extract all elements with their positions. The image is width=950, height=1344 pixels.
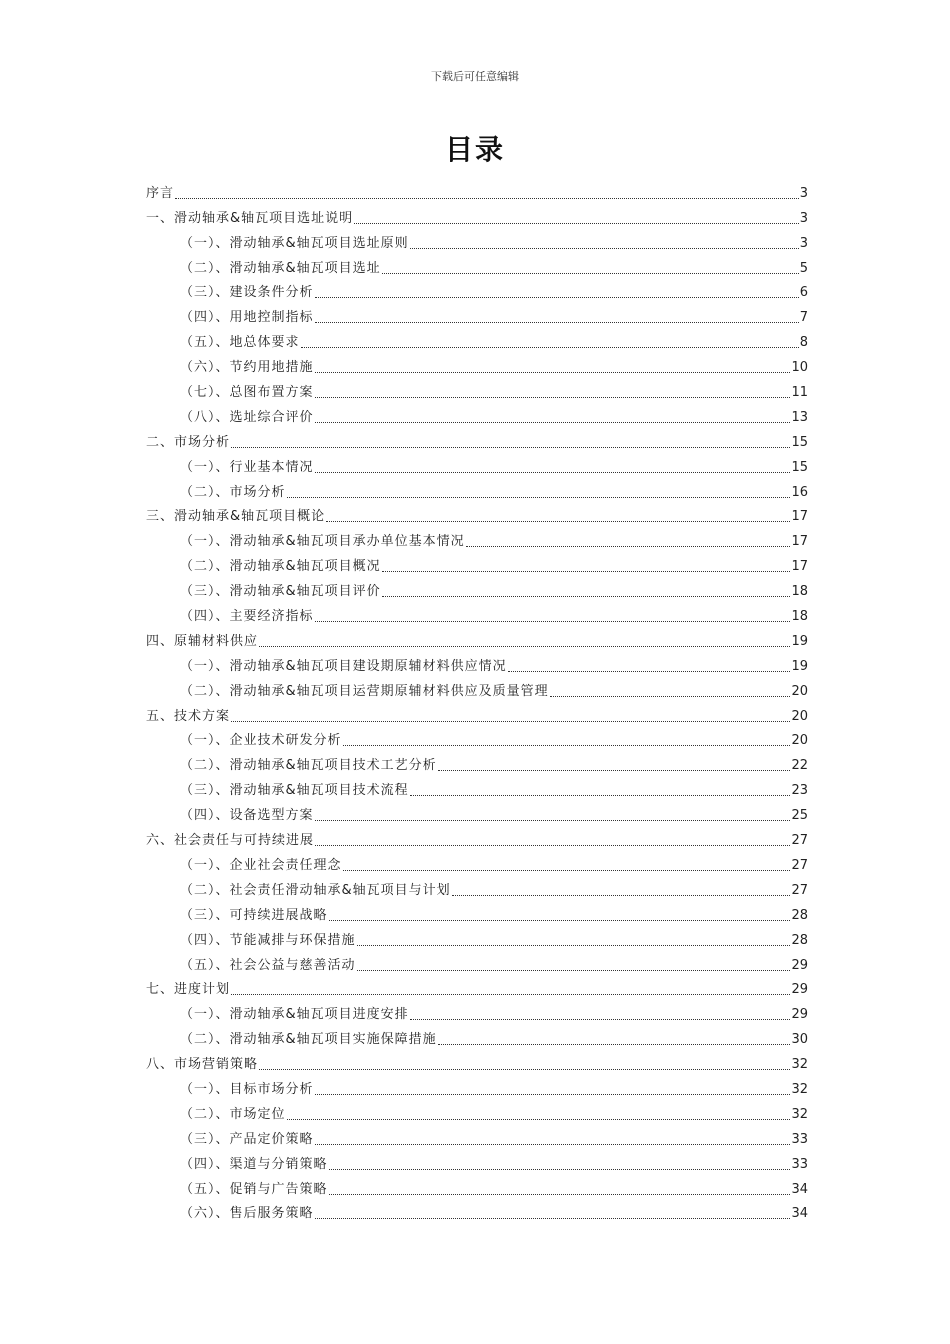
toc-dot-leader — [466, 545, 791, 547]
toc-entry-title: （五）、促销与广告策略 — [180, 1181, 328, 1197]
toc-entry[interactable] — [180, 451, 808, 476]
toc-entry-title: （四）、主要经济指标 — [180, 609, 314, 625]
toc-dot-leader — [231, 446, 790, 448]
toc-dot-leader — [410, 247, 799, 249]
toc-entry-title: 六、社会责任与可持续进展 — [146, 833, 315, 849]
toc-entry-title: （二）、市场分析 — [180, 484, 286, 500]
toc-entry[interactable] — [180, 1123, 808, 1148]
toc-entry-page-number: 15 — [791, 434, 808, 450]
toc-dot-leader — [231, 993, 790, 995]
toc-entry-page-number: 18 — [791, 584, 808, 600]
toc-entry-title: 二、市场分析 — [146, 434, 231, 450]
toc-entry[interactable] — [180, 525, 808, 550]
toc-entry-title: （二）、滑动轴承&轴瓦项目运营期原辅材料供应及质量管理 — [180, 683, 549, 699]
toc-entry-title: （二）、滑动轴承&轴瓦项目概况 — [180, 559, 381, 575]
toc-entry-title: （三）、建设条件分析 — [180, 285, 314, 301]
toc-dot-leader — [438, 1043, 791, 1045]
toc-dot-leader — [287, 496, 791, 498]
toc-entry-page-number: 20 — [791, 708, 808, 724]
toc-entry[interactable] — [180, 998, 808, 1023]
toc-entry-page-number: 17 — [791, 534, 808, 550]
toc-entry-page-number: 32 — [791, 1106, 808, 1122]
toc-entry[interactable] — [180, 376, 808, 401]
toc-entry-page-number: 33 — [791, 1156, 808, 1172]
toc-entry-title: （六）、节约用地措施 — [180, 360, 314, 376]
toc-dot-leader — [438, 769, 791, 771]
toc-entry[interactable] — [180, 899, 808, 924]
toc-entry-title: （二）、滑动轴承&轴瓦项目选址 — [180, 260, 381, 276]
toc-entry-page-number: 8 — [799, 335, 808, 351]
toc-entry-title: （三）、滑动轴承&轴瓦项目技术流程 — [180, 783, 409, 799]
toc-entry-page-number: 13 — [791, 409, 808, 425]
toc-entry[interactable] — [146, 177, 808, 202]
toc-entry-title: （一）、企业技术研发分析 — [180, 733, 342, 749]
toc-entry[interactable] — [180, 252, 808, 277]
toc-entry-page-number: 19 — [791, 633, 808, 649]
toc-entry[interactable] — [180, 799, 808, 824]
toc-entry-title: （一）、目标市场分析 — [180, 1081, 314, 1097]
toc-entry-title: 八、市场营销策略 — [146, 1057, 259, 1073]
toc-entry-title: （三）、滑动轴承&轴瓦项目评价 — [180, 584, 381, 600]
toc-dot-leader — [315, 371, 791, 373]
toc-dot-leader — [354, 222, 799, 224]
toc-entry[interactable] — [180, 874, 808, 899]
toc-entry[interactable] — [180, 1098, 808, 1123]
toc-dot-leader — [382, 595, 791, 597]
toc-dot-leader — [343, 744, 791, 746]
toc-entry-page-number: 27 — [791, 833, 808, 849]
toc-dot-leader — [315, 844, 790, 846]
toc-entry[interactable] — [180, 600, 808, 625]
toc-entry-title: （四）、节能减排与环保措施 — [180, 932, 356, 948]
toc-entry-page-number: 5 — [799, 260, 808, 276]
toc-entry[interactable] — [180, 575, 808, 600]
toc-dot-leader — [357, 944, 791, 946]
toc-dot-leader — [315, 471, 791, 473]
toc-entry-title: 序言 — [146, 185, 175, 201]
toc-entry[interactable] — [180, 1173, 808, 1198]
toc-dot-leader — [315, 620, 791, 622]
toc-entry-page-number: 27 — [791, 857, 808, 873]
toc-entry-page-number: 29 — [791, 957, 808, 973]
toc-entry-title: 一、滑动轴承&轴瓦项目选址说明 — [146, 210, 354, 226]
toc-entry-title: （二）、滑动轴承&轴瓦项目实施保障措施 — [180, 1032, 437, 1048]
toc-dot-leader — [315, 321, 799, 323]
toc-entry-title: （一）、滑动轴承&轴瓦项目建设期原辅材料供应情况 — [180, 658, 507, 674]
page-title: 目录 — [444, 133, 505, 166]
toc-entry-title: 三、滑动轴承&轴瓦项目概论 — [146, 509, 326, 525]
toc-entry-page-number: 18 — [791, 609, 808, 625]
toc-entry[interactable] — [180, 301, 808, 326]
toc-entry-page-number: 10 — [791, 360, 808, 376]
toc-dot-leader — [326, 520, 790, 522]
toc-entry-page-number: 20 — [791, 683, 808, 699]
toc-entry[interactable] — [146, 426, 808, 451]
toc-entry-page-number: 34 — [791, 1206, 808, 1222]
toc-entry-title: （四）、设备选型方案 — [180, 808, 314, 824]
toc-entry-title: （一）、滑动轴承&轴瓦项目承办单位基本情况 — [180, 534, 465, 550]
toc-dot-leader — [357, 969, 791, 971]
toc-dot-leader — [315, 1143, 791, 1145]
toc-dot-leader — [231, 720, 790, 722]
toc-entry[interactable] — [146, 974, 808, 999]
toc-dot-leader — [452, 894, 791, 896]
toc-entry-title: 四、原辅材料供应 — [146, 633, 259, 649]
toc-entry[interactable] — [180, 1023, 808, 1048]
toc-entry-page-number: 32 — [791, 1057, 808, 1073]
toc-entry-page-number: 6 — [799, 285, 808, 301]
toc-dot-leader — [315, 296, 799, 298]
toc-dot-leader — [550, 695, 791, 697]
toc-dot-leader — [315, 819, 791, 821]
toc-entry-page-number: 29 — [791, 1007, 808, 1023]
toc-entry-title: （二）、市场定位 — [180, 1106, 286, 1122]
toc-entry-page-number: 29 — [791, 982, 808, 998]
toc-entry[interactable] — [180, 1073, 808, 1098]
toc-dot-leader — [343, 869, 791, 871]
toc-entry-page-number: 22 — [791, 758, 808, 774]
toc-entry-title: （一）、企业社会责任理念 — [180, 857, 342, 873]
toc-entry[interactable] — [180, 326, 808, 351]
toc-entry[interactable] — [146, 501, 808, 526]
toc-entry[interactable] — [180, 550, 808, 575]
toc-entry[interactable] — [180, 774, 808, 799]
toc-entry-page-number: 19 — [791, 658, 808, 674]
toc-entry-page-number: 25 — [791, 808, 808, 824]
toc-dot-leader — [382, 272, 799, 274]
toc-entry-page-number: 32 — [791, 1081, 808, 1097]
toc-entry[interactable] — [146, 824, 808, 849]
toc-dot-leader — [315, 1093, 791, 1095]
toc-entry[interactable] — [180, 725, 808, 750]
toc-dot-leader — [315, 421, 791, 423]
toc-dot-leader — [410, 794, 791, 796]
toc-dot-leader — [382, 570, 791, 572]
toc-entry-title: （七）、总图布置方案 — [180, 385, 314, 401]
toc-entry[interactable] — [180, 949, 808, 974]
toc-entry-page-number: 3 — [799, 210, 808, 226]
toc-entry-title: （三）、可持续进展战略 — [180, 907, 328, 923]
toc-dot-leader — [259, 645, 790, 647]
toc-entry-title: （一）、滑动轴承&轴瓦项目进度安排 — [180, 1007, 409, 1023]
toc-entry-page-number: 17 — [791, 559, 808, 575]
toc-entry-title: （五）、社会公益与慈善活动 — [180, 957, 356, 973]
toc-entry[interactable] — [180, 401, 808, 426]
toc-entry-page-number: 28 — [791, 932, 808, 948]
toc-entry[interactable] — [180, 924, 808, 949]
toc-entry-title: （一）、行业基本情况 — [180, 459, 314, 475]
toc-entry-title: （二）、社会责任滑动轴承&轴瓦项目与计划 — [180, 882, 451, 898]
toc-dot-leader — [175, 197, 799, 199]
toc-dot-leader — [329, 1193, 791, 1195]
toc-dot-leader — [259, 1068, 790, 1070]
toc-entry-title: （五）、地总体要求 — [180, 335, 300, 351]
toc-entry-page-number: 11 — [791, 385, 808, 401]
toc-entry-title: （四）、渠道与分销策略 — [180, 1156, 328, 1172]
toc-entry-title: （八）、选址综合评价 — [180, 409, 314, 425]
toc-entry-page-number: 28 — [791, 907, 808, 923]
toc-entry-title: （六）、售后服务策略 — [180, 1206, 314, 1222]
toc-entry-page-number: 34 — [791, 1181, 808, 1197]
toc-entry[interactable] — [180, 1148, 808, 1173]
toc-entry-page-number: 20 — [791, 733, 808, 749]
toc-dot-leader — [301, 346, 799, 348]
toc-entry[interactable] — [180, 476, 808, 501]
toc-entry-title: （一）、滑动轴承&轴瓦项目选址原则 — [180, 235, 409, 251]
toc-entry[interactable] — [180, 849, 808, 874]
toc-entry[interactable] — [146, 1048, 808, 1073]
toc-entry-page-number: 7 — [799, 310, 808, 326]
toc-entry[interactable] — [180, 749, 808, 774]
toc-dot-leader — [329, 1168, 791, 1170]
toc-entry-title: （三）、产品定价策略 — [180, 1131, 314, 1147]
toc-entry[interactable] — [146, 700, 808, 725]
toc-entry-title: （二）、滑动轴承&轴瓦项目技术工艺分析 — [180, 758, 437, 774]
toc-entry-title: （四）、用地控制指标 — [180, 310, 314, 326]
toc-entry[interactable] — [146, 202, 808, 227]
toc-entry-page-number: 16 — [791, 484, 808, 500]
toc-entry-page-number: 3 — [799, 235, 808, 251]
toc-entry-page-number: 17 — [791, 509, 808, 525]
toc-entry-page-number: 15 — [791, 459, 808, 475]
header-note: 下载后可任意编辑 — [431, 70, 519, 83]
toc-dot-leader — [315, 1217, 791, 1219]
toc-entry[interactable] — [146, 625, 808, 650]
toc-entry-page-number: 33 — [791, 1131, 808, 1147]
toc-dot-leader — [410, 1018, 791, 1020]
toc-entry-page-number: 30 — [791, 1032, 808, 1048]
toc-entry[interactable] — [180, 1198, 808, 1223]
toc-entry-title: 五、技术方案 — [146, 708, 231, 724]
toc-entry[interactable] — [180, 277, 808, 302]
toc-entry-page-number: 23 — [791, 783, 808, 799]
toc-entry-page-number: 27 — [791, 882, 808, 898]
table-of-contents — [0, 177, 950, 1222]
toc-entry-page-number: 3 — [799, 185, 808, 201]
toc-entry[interactable] — [180, 351, 808, 376]
toc-entry[interactable] — [180, 227, 808, 252]
toc-entry[interactable] — [180, 650, 808, 675]
toc-entry-title: 七、进度计划 — [146, 982, 231, 998]
toc-dot-leader — [287, 1118, 791, 1120]
toc-entry[interactable] — [180, 675, 808, 700]
toc-dot-leader — [508, 670, 791, 672]
toc-dot-leader — [315, 396, 791, 398]
toc-dot-leader — [329, 919, 791, 921]
